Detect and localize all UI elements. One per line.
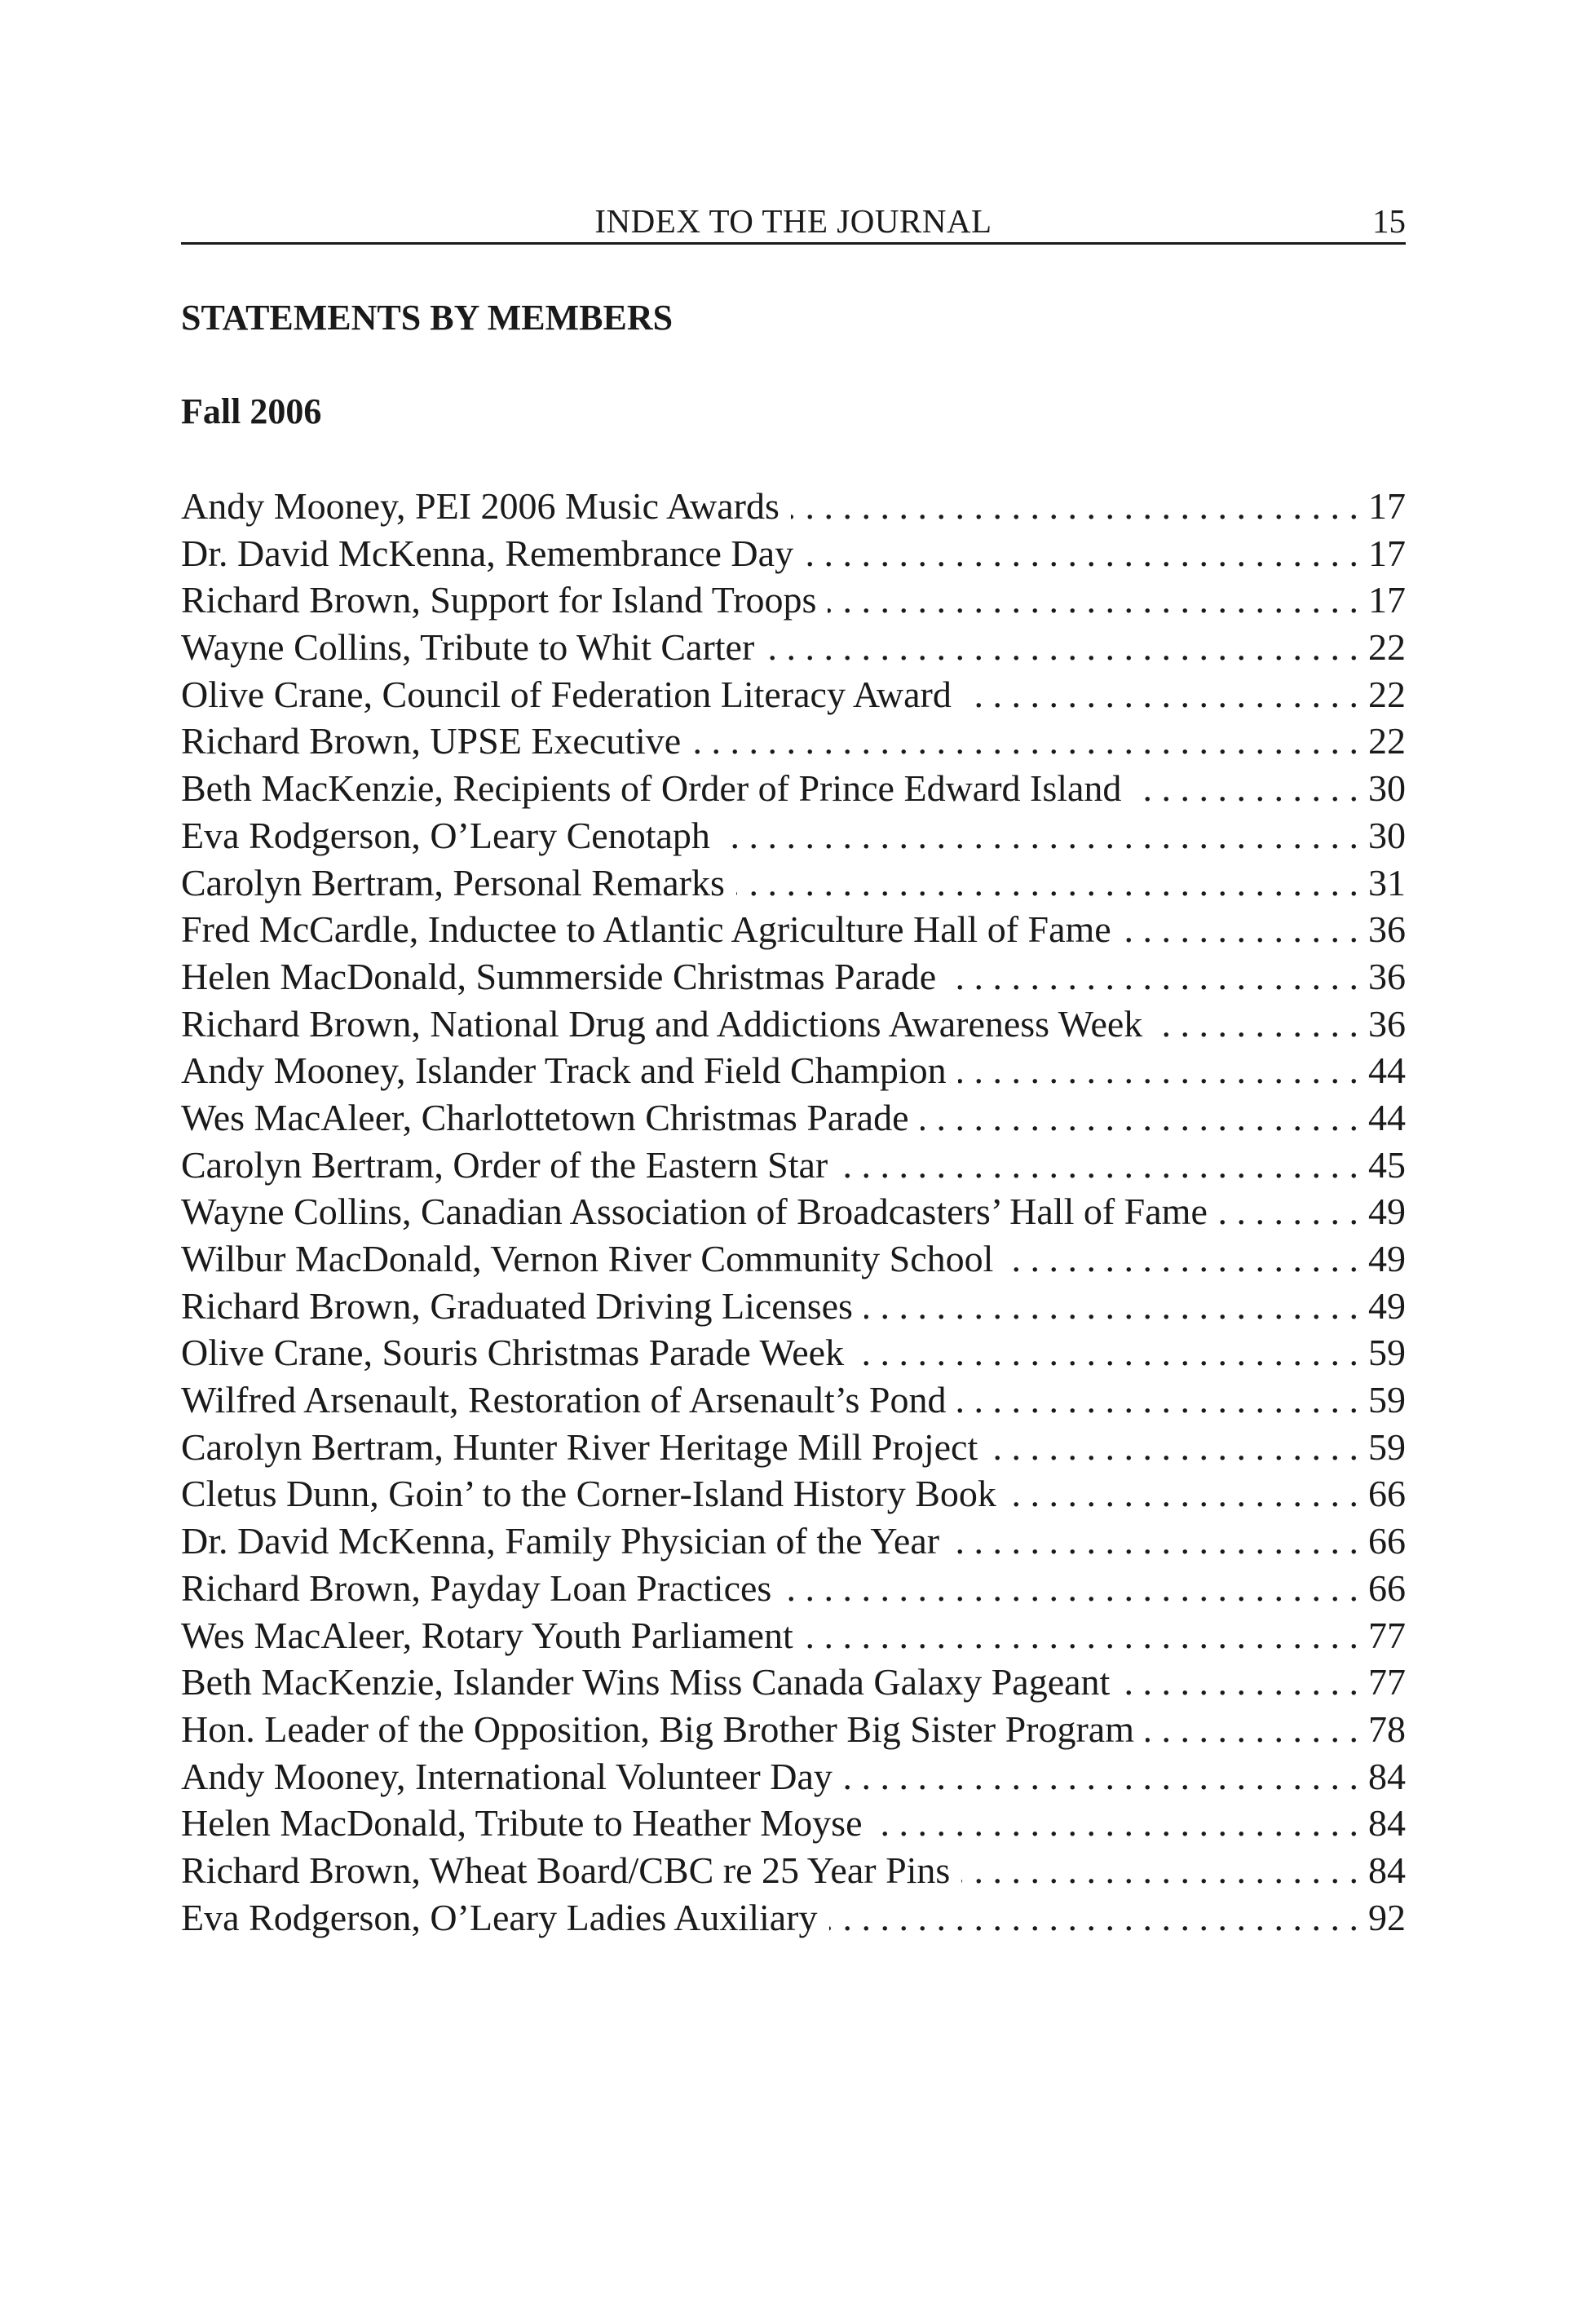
entry-title: Andy Mooney, Islander Track and Field Champion xyxy=(181,1049,947,1092)
dot-leader xyxy=(961,1847,1358,1894)
index-entry xyxy=(181,1094,1406,1142)
index-entry xyxy=(181,765,1406,812)
dot-leader xyxy=(1123,906,1358,953)
entry-title: Helen MacDonald, Tribute to Heather Moyse xyxy=(181,1802,863,1845)
dot-leader xyxy=(1005,1235,1358,1283)
entry-page-number: 66 xyxy=(1368,1520,1406,1562)
subsection-title: Fall 2006 xyxy=(181,391,322,431)
dot-leader xyxy=(855,1329,1358,1376)
index-entry xyxy=(181,1001,1406,1048)
entry-title: Andy Mooney, International Volunteer Day xyxy=(181,1755,833,1797)
index-entry xyxy=(181,906,1406,953)
entry-page-number: 36 xyxy=(1368,955,1406,997)
index-entry xyxy=(181,577,1406,624)
dot-leader xyxy=(989,1424,1358,1471)
index-entry xyxy=(181,1847,1406,1894)
index-entry xyxy=(181,1424,1406,1471)
index-entry xyxy=(181,718,1406,765)
dot-leader xyxy=(1146,1706,1358,1753)
document-page xyxy=(181,0,1406,2324)
index-entry xyxy=(181,1235,1406,1283)
dot-leader xyxy=(783,1565,1358,1612)
index-entry xyxy=(181,1894,1406,1942)
dot-leader xyxy=(1154,1001,1358,1048)
entry-title: Carolyn Bertram, Personal Remarks xyxy=(181,861,725,904)
entry-page-number: 17 xyxy=(1368,485,1406,527)
running-title: INDEX TO THE JOURNAL xyxy=(594,202,992,240)
dot-leader xyxy=(805,1612,1358,1659)
entry-title: Richard Brown, Payday Loan Practices xyxy=(181,1566,772,1609)
index-entry xyxy=(181,1659,1406,1706)
index-entry-list xyxy=(181,483,1406,1941)
entry-page-number: 36 xyxy=(1368,908,1406,951)
dot-leader xyxy=(829,1894,1359,1942)
dot-leader xyxy=(874,1800,1358,1847)
entry-page-number: 30 xyxy=(1368,814,1406,856)
index-entry xyxy=(181,1706,1406,1753)
entry-title: Beth MacKenzie, Islander Wins Miss Canada Galaxy Pageant xyxy=(181,1661,1111,1703)
entry-title: Andy Mooney, PEI 2006 Music Awards xyxy=(181,485,780,527)
entry-page-number: 59 xyxy=(1368,1332,1406,1374)
entry-title: Wilbur MacDonald, Vernon River Community School xyxy=(181,1238,994,1279)
index-entry xyxy=(181,812,1406,859)
dot-leader xyxy=(791,483,1358,530)
index-entry xyxy=(181,1188,1406,1235)
entry-title: Cletus Dunn, Goin’ to the Corner-Island History Book xyxy=(181,1473,996,1515)
entry-page-number: 84 xyxy=(1368,1755,1406,1797)
entry-page-number: 78 xyxy=(1368,1708,1406,1750)
dot-leader xyxy=(1008,1470,1358,1518)
entry-page-number: 30 xyxy=(1368,767,1406,810)
entry-title: Wayne Collins, Canadian Association of Broadcasters’ Hall of Fame xyxy=(181,1191,1208,1233)
index-entry xyxy=(181,483,1406,530)
index-entry xyxy=(181,1329,1406,1376)
entry-title: Carolyn Bertram, Order of the Eastern Star xyxy=(181,1143,828,1186)
entry-page-number: 31 xyxy=(1368,861,1406,904)
entry-page-number: 36 xyxy=(1368,1002,1406,1045)
entry-title: Richard Brown, Wheat Board/CBC re 25 Year Pins xyxy=(181,1849,951,1891)
index-entry xyxy=(181,1800,1406,1847)
entry-title: Olive Crane, Council of Federation Literacy Award xyxy=(181,673,952,715)
dot-leader xyxy=(828,577,1358,624)
dot-leader xyxy=(1121,1659,1358,1706)
index-entry xyxy=(181,1612,1406,1659)
entry-title: Dr. David McKenna, Family Physician of the Year xyxy=(181,1520,940,1562)
index-entry xyxy=(181,1518,1406,1565)
entry-title: Richard Brown, UPSE Executive xyxy=(181,720,682,762)
entry-page-number: 44 xyxy=(1368,1096,1406,1138)
entry-page-number: 66 xyxy=(1368,1566,1406,1609)
entry-title: Wes MacAleer, Charlottetown Christmas Parade xyxy=(181,1096,909,1138)
entry-title: Richard Brown, Support for Island Troops xyxy=(181,579,817,621)
entry-title: Eva Rodgerson, O’Leary Ladies Auxiliary xyxy=(181,1896,818,1938)
index-entry xyxy=(181,1753,1406,1800)
index-entry xyxy=(181,859,1406,907)
entry-title: Richard Brown, Graduated Driving Licenses xyxy=(181,1284,853,1327)
entry-page-number: 92 xyxy=(1368,1896,1406,1938)
entry-page-number: 17 xyxy=(1368,532,1406,574)
entry-page-number: 77 xyxy=(1368,1614,1406,1656)
entry-title: Carolyn Bertram, Hunter River Heritage Mill Project xyxy=(181,1425,978,1468)
entry-page-number: 22 xyxy=(1368,720,1406,762)
entry-page-number: 59 xyxy=(1368,1379,1406,1421)
index-entry xyxy=(181,1283,1406,1330)
entry-title: Eva Rodgerson, O’Leary Cenotaph xyxy=(181,814,710,856)
entry-page-number: 66 xyxy=(1368,1473,1406,1515)
dot-leader xyxy=(692,718,1358,765)
dot-leader xyxy=(958,1047,1358,1094)
entry-title: Beth MacKenzie, Recipients of Order of Prince Edward Island xyxy=(181,767,1122,810)
page-number: 15 xyxy=(1372,202,1406,240)
entry-title: Helen MacDonald, Summerside Christmas Parade xyxy=(181,955,937,997)
dot-leader xyxy=(951,1518,1358,1565)
dot-leader xyxy=(963,671,1358,718)
dot-leader xyxy=(722,812,1358,859)
entry-page-number: 84 xyxy=(1368,1849,1406,1891)
entry-page-number: 22 xyxy=(1368,673,1406,715)
dot-leader xyxy=(947,953,1358,1001)
running-header xyxy=(181,198,1406,245)
index-entry xyxy=(181,1376,1406,1424)
dot-leader xyxy=(839,1142,1358,1189)
entry-page-number: 77 xyxy=(1368,1661,1406,1703)
entry-title: Wayne Collins, Tribute to Whit Carter xyxy=(181,626,755,669)
dot-leader xyxy=(1133,765,1358,812)
index-entry xyxy=(181,624,1406,671)
entry-title: Richard Brown, National Drug and Addictions Awareness Week xyxy=(181,1002,1143,1045)
dot-leader xyxy=(864,1283,1358,1330)
entry-title: Wilfred Arsenault, Restoration of Arsenault’s Pond xyxy=(181,1379,947,1421)
index-entry xyxy=(181,1565,1406,1612)
index-entry xyxy=(181,671,1406,718)
entry-page-number: 84 xyxy=(1368,1802,1406,1845)
entry-page-number: 59 xyxy=(1368,1425,1406,1468)
entry-page-number: 17 xyxy=(1368,579,1406,621)
dot-leader xyxy=(766,624,1358,671)
index-entry xyxy=(181,953,1406,1001)
dot-leader xyxy=(957,1376,1358,1424)
dot-leader xyxy=(736,859,1358,907)
entry-title: Olive Crane, Souris Christmas Parade Week xyxy=(181,1332,845,1374)
entry-page-number: 44 xyxy=(1368,1049,1406,1092)
dot-leader xyxy=(805,530,1358,577)
dot-leader xyxy=(921,1094,1359,1142)
section-title: STATEMENTS BY MEMBERS xyxy=(181,298,674,338)
entry-page-number: 49 xyxy=(1368,1284,1406,1327)
index-entry xyxy=(181,1470,1406,1518)
entry-title: Hon. Leader of the Opposition, Big Brother Big Sister Program xyxy=(181,1708,1135,1750)
entry-page-number: 49 xyxy=(1368,1191,1406,1233)
entry-page-number: 49 xyxy=(1368,1238,1406,1279)
index-entry xyxy=(181,530,1406,577)
entry-page-number: 45 xyxy=(1368,1143,1406,1186)
entry-page-number: 22 xyxy=(1368,626,1406,669)
dot-leader xyxy=(844,1753,1358,1800)
dot-leader xyxy=(1219,1188,1358,1235)
index-entry xyxy=(181,1142,1406,1189)
entry-title: Dr. David McKenna, Remembrance Day xyxy=(181,532,794,574)
index-entry xyxy=(181,1047,1406,1094)
entry-title: Fred McCardle, Inductee to Atlantic Agriculture Hall of Fame xyxy=(181,908,1111,951)
entry-title: Wes MacAleer, Rotary Youth Parliament xyxy=(181,1614,793,1656)
